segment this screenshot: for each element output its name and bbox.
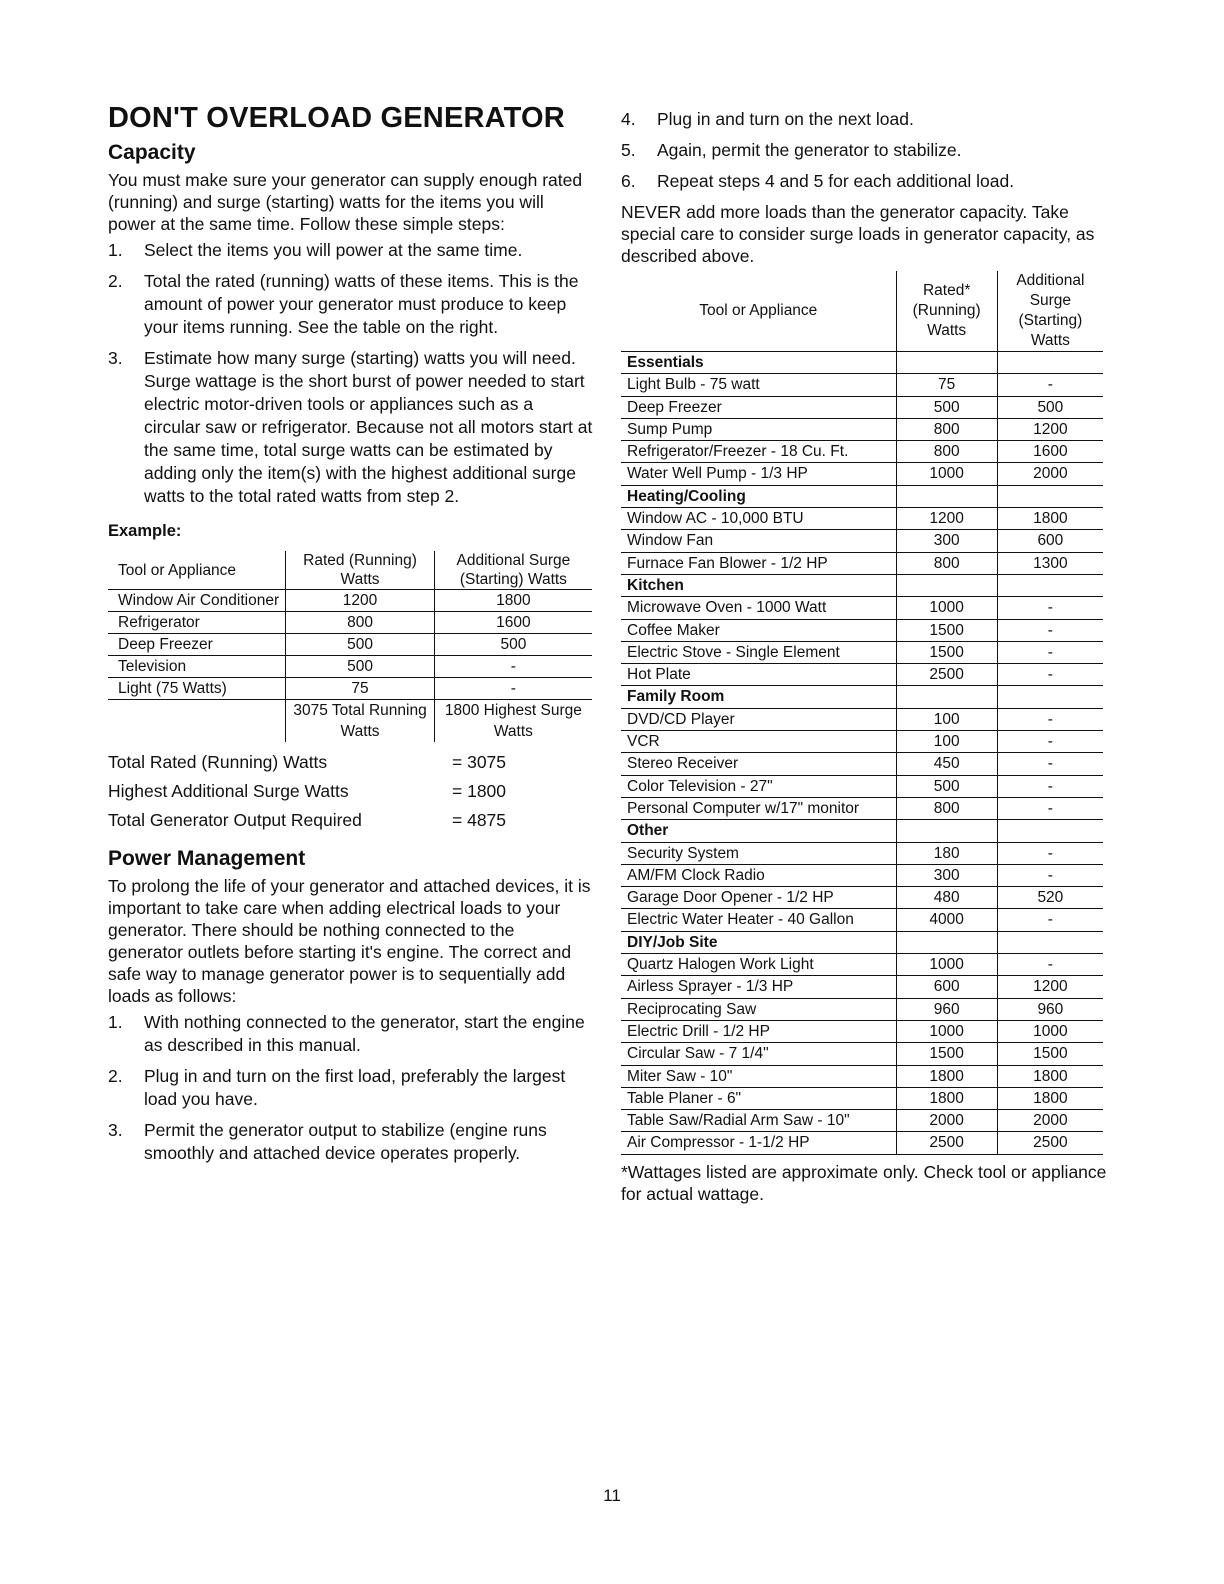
surge-watts: 500 xyxy=(997,396,1103,418)
surge-watts: - xyxy=(997,619,1103,641)
list-item xyxy=(621,170,1111,193)
power-management-steps xyxy=(108,1011,593,1165)
surge-watts: 1500 xyxy=(997,1043,1103,1065)
rated-watts: 1500 xyxy=(896,619,997,641)
capacity-intro: You must make sure your generator can supply enough rated (running) and surge (starting) watts for the items you will power at the same time. Follow these simple steps: xyxy=(108,170,583,234)
surge-watts: 1000 xyxy=(997,1020,1103,1042)
table-row xyxy=(621,396,1103,418)
surge-watts: 1300 xyxy=(997,552,1103,574)
power-management-heading: Power Management xyxy=(108,847,306,870)
list-item xyxy=(621,139,1111,162)
surge-watts: - xyxy=(997,641,1103,663)
table-row xyxy=(108,656,592,678)
table-cell: Refrigerator xyxy=(108,612,286,634)
column-header: Rated (Running) Watts xyxy=(286,551,434,590)
appliance-name: Security System xyxy=(621,842,896,864)
appliance-name: VCR xyxy=(621,731,896,753)
list-item xyxy=(108,347,593,508)
table-row xyxy=(621,463,1103,485)
surge-watts: - xyxy=(997,954,1103,976)
category-row xyxy=(621,352,1103,374)
table-row xyxy=(621,664,1103,686)
right-column xyxy=(621,104,1111,1205)
table-row xyxy=(621,441,1103,463)
category-label: Heating/Cooling xyxy=(621,485,896,507)
step-text: Plug in and turn on the next load. xyxy=(657,109,914,129)
surge-watts xyxy=(997,352,1103,374)
category-row xyxy=(621,931,1103,953)
rated-watts: 4000 xyxy=(896,909,997,931)
category-label: Kitchen xyxy=(621,574,896,596)
table-cell: 1800 Highest Surge Watts xyxy=(434,700,592,743)
surge-watts: 2000 xyxy=(997,1110,1103,1132)
appliance-name: Window Fan xyxy=(621,530,896,552)
power-management-intro: To prolong the life of your generator and attached devices, it is important to take care when adding electrical loads to your generator. There should be nothing connected to the generator outlets before starting it's engine. The correct and safe way to manage generator power is to sequentially add loads as follows: xyxy=(108,876,591,1006)
rated-watts: 2000 xyxy=(896,1110,997,1132)
surge-watts: 600 xyxy=(997,530,1103,552)
table-row xyxy=(108,678,592,700)
capacity-heading: Capacity xyxy=(108,141,196,164)
step-number: 3. xyxy=(108,348,123,368)
table-cell: 800 xyxy=(286,612,434,634)
table-row xyxy=(621,418,1103,440)
total-label: Total Rated (Running) Watts xyxy=(108,752,328,772)
table-footer-row xyxy=(108,700,592,743)
wattage-table-body xyxy=(621,352,1103,1155)
surge-watts xyxy=(997,820,1103,842)
table-cell: Television xyxy=(108,656,286,678)
table-row xyxy=(621,731,1103,753)
surge-watts: - xyxy=(997,909,1103,931)
table-row xyxy=(621,998,1103,1020)
step-text: Plug in and turn on the first load, preferably the largest load you have. xyxy=(144,1066,566,1109)
table-cell: 500 xyxy=(286,656,434,678)
category-label: DIY/Job Site xyxy=(621,931,896,953)
page-number: 11 xyxy=(603,1486,621,1505)
list-item xyxy=(108,1065,593,1111)
appliance-name: Miter Saw - 10" xyxy=(621,1065,896,1087)
table-cell: 1200 xyxy=(286,590,434,612)
rated-watts: 500 xyxy=(896,775,997,797)
left-column xyxy=(108,102,593,1173)
appliance-name: Electric Drill - 1/2 HP xyxy=(621,1020,896,1042)
appliance-name: Refrigerator/Freezer - 18 Cu. Ft. xyxy=(621,441,896,463)
total-value: = 4875 xyxy=(452,810,507,830)
appliance-name: AM/FM Clock Radio xyxy=(621,864,896,886)
appliance-name: Window AC - 10,000 BTU xyxy=(621,508,896,530)
table-cell: Window Air Conditioner xyxy=(108,590,286,612)
rated-watts xyxy=(896,686,997,708)
rated-watts: 1000 xyxy=(896,1020,997,1042)
surge-watts xyxy=(997,485,1103,507)
surge-watts: - xyxy=(997,708,1103,730)
rated-watts: 180 xyxy=(896,842,997,864)
table-row xyxy=(621,641,1103,663)
appliance-name: Stereo Receiver xyxy=(621,753,896,775)
surge-watts: - xyxy=(997,797,1103,819)
rated-watts: 800 xyxy=(896,441,997,463)
rated-watts xyxy=(896,931,997,953)
appliance-name: Circular Saw - 7 1/4" xyxy=(621,1043,896,1065)
table-row xyxy=(621,619,1103,641)
list-item xyxy=(108,270,593,339)
appliance-name: Color Television - 27" xyxy=(621,775,896,797)
table-row xyxy=(108,590,592,612)
step-number: 4. xyxy=(621,109,636,129)
table-cell: 500 xyxy=(286,634,434,656)
rated-watts xyxy=(896,820,997,842)
list-item xyxy=(108,239,593,262)
column-header: Tool or Appliance xyxy=(621,271,896,352)
appliance-name: Hot Plate xyxy=(621,664,896,686)
totals-block xyxy=(108,748,593,835)
rated-watts: 300 xyxy=(896,864,997,886)
total-row xyxy=(108,806,593,835)
step-number: 5. xyxy=(621,140,636,160)
table-row xyxy=(621,1087,1103,1109)
table-row xyxy=(621,842,1103,864)
step-text: Estimate how many surge (starting) watts you will need. Surge wattage is the short burst of power needed to start electric motor-driven tools or appliances such as a circular saw or refrigerator. Because not all motors start at the same time, total surge watts can be estimated by adding only the item(s) with the highest additional surge watts to the total rated watts from step 2. xyxy=(144,348,593,506)
table-cell: 1800 xyxy=(434,590,592,612)
appliance-name: Coffee Maker xyxy=(621,619,896,641)
category-label: Family Room xyxy=(621,686,896,708)
table-row xyxy=(621,753,1103,775)
appliance-name: Air Compressor - 1-1/2 HP xyxy=(621,1132,896,1154)
surge-watts: 1200 xyxy=(997,418,1103,440)
list-item xyxy=(108,1119,593,1165)
column-header: Tool or Appliance xyxy=(118,561,237,579)
surge-watts xyxy=(997,931,1103,953)
surge-watts: 960 xyxy=(997,998,1103,1020)
surge-watts: 1800 xyxy=(997,1087,1103,1109)
column-header: Rated* (Running) Watts xyxy=(896,271,997,352)
appliance-name: Water Well Pump - 1/3 HP xyxy=(621,463,896,485)
appliance-name: Table Planer - 6" xyxy=(621,1087,896,1109)
surge-watts: 1200 xyxy=(997,976,1103,998)
rated-watts: 1800 xyxy=(896,1087,997,1109)
rated-watts xyxy=(896,485,997,507)
total-label: Highest Additional Surge Watts xyxy=(108,781,349,801)
table-row xyxy=(621,597,1103,619)
step-text: Select the items you will power at the same time. xyxy=(144,240,523,260)
table-cell: Deep Freezer xyxy=(108,634,286,656)
rated-watts: 1000 xyxy=(896,597,997,619)
step-number: 6. xyxy=(621,171,636,191)
list-item xyxy=(621,108,1111,131)
page-title: DON'T OVERLOAD GENERATOR xyxy=(108,102,565,134)
surge-watts: - xyxy=(997,731,1103,753)
table-row xyxy=(621,708,1103,730)
total-label: Total Generator Output Required xyxy=(108,810,362,830)
rated-watts: 1000 xyxy=(896,463,997,485)
rated-watts: 480 xyxy=(896,887,997,909)
table-row xyxy=(621,530,1103,552)
table-cell: 75 xyxy=(286,678,434,700)
rated-watts: 1200 xyxy=(896,508,997,530)
rated-watts: 960 xyxy=(896,998,997,1020)
rated-watts: 800 xyxy=(896,797,997,819)
surge-watts xyxy=(997,686,1103,708)
overload-warning: NEVER add more loads than the generator capacity. Take special care to consider surge loads in generator capacity, as described above. xyxy=(621,202,1095,266)
table-row xyxy=(621,1065,1103,1087)
step-text: Again, permit the generator to stabilize. xyxy=(657,140,962,160)
table-row xyxy=(621,887,1103,909)
rated-watts: 1500 xyxy=(896,1043,997,1065)
appliance-name: Deep Freezer xyxy=(621,396,896,418)
total-row xyxy=(108,748,593,777)
table-row xyxy=(621,775,1103,797)
rated-watts xyxy=(896,574,997,596)
table-cell: 500 xyxy=(434,634,592,656)
step-number: 1. xyxy=(108,240,123,260)
table-row xyxy=(621,797,1103,819)
category-label: Essentials xyxy=(621,352,896,374)
power-management-steps-continued xyxy=(621,108,1111,193)
total-value: = 1800 xyxy=(452,781,507,801)
table-row xyxy=(621,1110,1103,1132)
surge-watts: 2500 xyxy=(997,1132,1103,1154)
table-row xyxy=(108,612,592,634)
step-number: 3. xyxy=(108,1120,123,1140)
table-row xyxy=(621,954,1103,976)
table-row xyxy=(621,1043,1103,1065)
category-row xyxy=(621,686,1103,708)
appliance-name: Personal Computer w/17" monitor xyxy=(621,797,896,819)
surge-watts: - xyxy=(997,775,1103,797)
step-text: Permit the generator output to stabilize (engine runs smoothly and attached device operates properly. xyxy=(144,1120,547,1163)
surge-watts: 1800 xyxy=(997,508,1103,530)
table-cell: Light (75 Watts) xyxy=(108,678,286,700)
rated-watts: 75 xyxy=(896,374,997,396)
rated-watts: 450 xyxy=(896,753,997,775)
example-label: Example: xyxy=(108,522,182,540)
table-cell xyxy=(108,700,286,743)
surge-watts: 1600 xyxy=(997,441,1103,463)
wattage-footnote: *Wattages listed are approximate only. Check tool or appliance for actual wattage. xyxy=(621,1161,1107,1204)
table-cell: - xyxy=(434,678,592,700)
table-row xyxy=(621,909,1103,931)
rated-watts: 1500 xyxy=(896,641,997,663)
category-label: Other xyxy=(621,820,896,842)
appliance-name: Electric Stove - Single Element xyxy=(621,641,896,663)
list-item xyxy=(108,1011,593,1057)
rated-watts: 500 xyxy=(896,396,997,418)
rated-watts: 800 xyxy=(896,418,997,440)
table-row xyxy=(621,508,1103,530)
appliance-name: Electric Water Heater - 40 Gallon xyxy=(621,909,896,931)
appliance-name: Light Bulb - 75 watt xyxy=(621,374,896,396)
rated-watts: 2500 xyxy=(896,664,997,686)
step-text: Repeat steps 4 and 5 for each additional load. xyxy=(657,171,1015,191)
surge-watts: 2000 xyxy=(997,463,1103,485)
table-row xyxy=(621,864,1103,886)
surge-watts: 1800 xyxy=(997,1065,1103,1087)
surge-watts xyxy=(997,574,1103,596)
surge-watts: - xyxy=(997,753,1103,775)
surge-watts: - xyxy=(997,597,1103,619)
table-row xyxy=(621,374,1103,396)
category-row xyxy=(621,574,1103,596)
step-text: With nothing connected to the generator, start the engine as described in this manual. xyxy=(144,1012,585,1055)
table-cell: 1600 xyxy=(434,612,592,634)
appliance-name: Garage Door Opener - 1/2 HP xyxy=(621,887,896,909)
table-cell: - xyxy=(434,656,592,678)
table-row xyxy=(621,552,1103,574)
column-header: Additional Surge (Starting) Watts xyxy=(434,551,592,590)
rated-watts: 100 xyxy=(896,708,997,730)
rated-watts: 100 xyxy=(896,731,997,753)
total-row xyxy=(108,777,593,806)
table-row xyxy=(621,976,1103,998)
appliance-name: DVD/CD Player xyxy=(621,708,896,730)
table-row xyxy=(621,1020,1103,1042)
category-row xyxy=(621,820,1103,842)
surge-watts: - xyxy=(997,864,1103,886)
step-number: 2. xyxy=(108,271,123,291)
appliance-name: Microwave Oven - 1000 Watt xyxy=(621,597,896,619)
rated-watts: 2500 xyxy=(896,1132,997,1154)
column-header: Additional Surge (Starting) Watts xyxy=(997,271,1103,352)
appliance-name: Airless Sprayer - 1/3 HP xyxy=(621,976,896,998)
example-table xyxy=(108,551,592,742)
step-text: Total the rated (running) watts of these items. This is the amount of power your generator must produce to keep your items running. See the table on the right. xyxy=(144,271,579,337)
category-row xyxy=(621,485,1103,507)
surge-watts: - xyxy=(997,374,1103,396)
step-number: 1. xyxy=(108,1012,123,1032)
step-number: 2. xyxy=(108,1066,123,1086)
surge-watts: - xyxy=(997,664,1103,686)
surge-watts: - xyxy=(997,842,1103,864)
surge-watts: 520 xyxy=(997,887,1103,909)
appliance-name: Reciprocating Saw xyxy=(621,998,896,1020)
rated-watts: 1800 xyxy=(896,1065,997,1087)
table-row xyxy=(108,634,592,656)
table-row xyxy=(621,1132,1103,1154)
rated-watts xyxy=(896,352,997,374)
rated-watts: 800 xyxy=(896,552,997,574)
appliance-name: Furnace Fan Blower - 1/2 HP xyxy=(621,552,896,574)
total-value: = 3075 xyxy=(452,752,507,772)
appliance-name: Sump Pump xyxy=(621,418,896,440)
appliance-name: Table Saw/Radial Arm Saw - 10" xyxy=(621,1110,896,1132)
rated-watts: 1000 xyxy=(896,954,997,976)
rated-watts: 300 xyxy=(896,530,997,552)
rated-watts: 600 xyxy=(896,976,997,998)
capacity-steps xyxy=(108,239,593,508)
wattage-table xyxy=(621,271,1103,1155)
appliance-name: Quartz Halogen Work Light xyxy=(621,954,896,976)
table-cell: 3075 Total Running Watts xyxy=(286,700,434,743)
